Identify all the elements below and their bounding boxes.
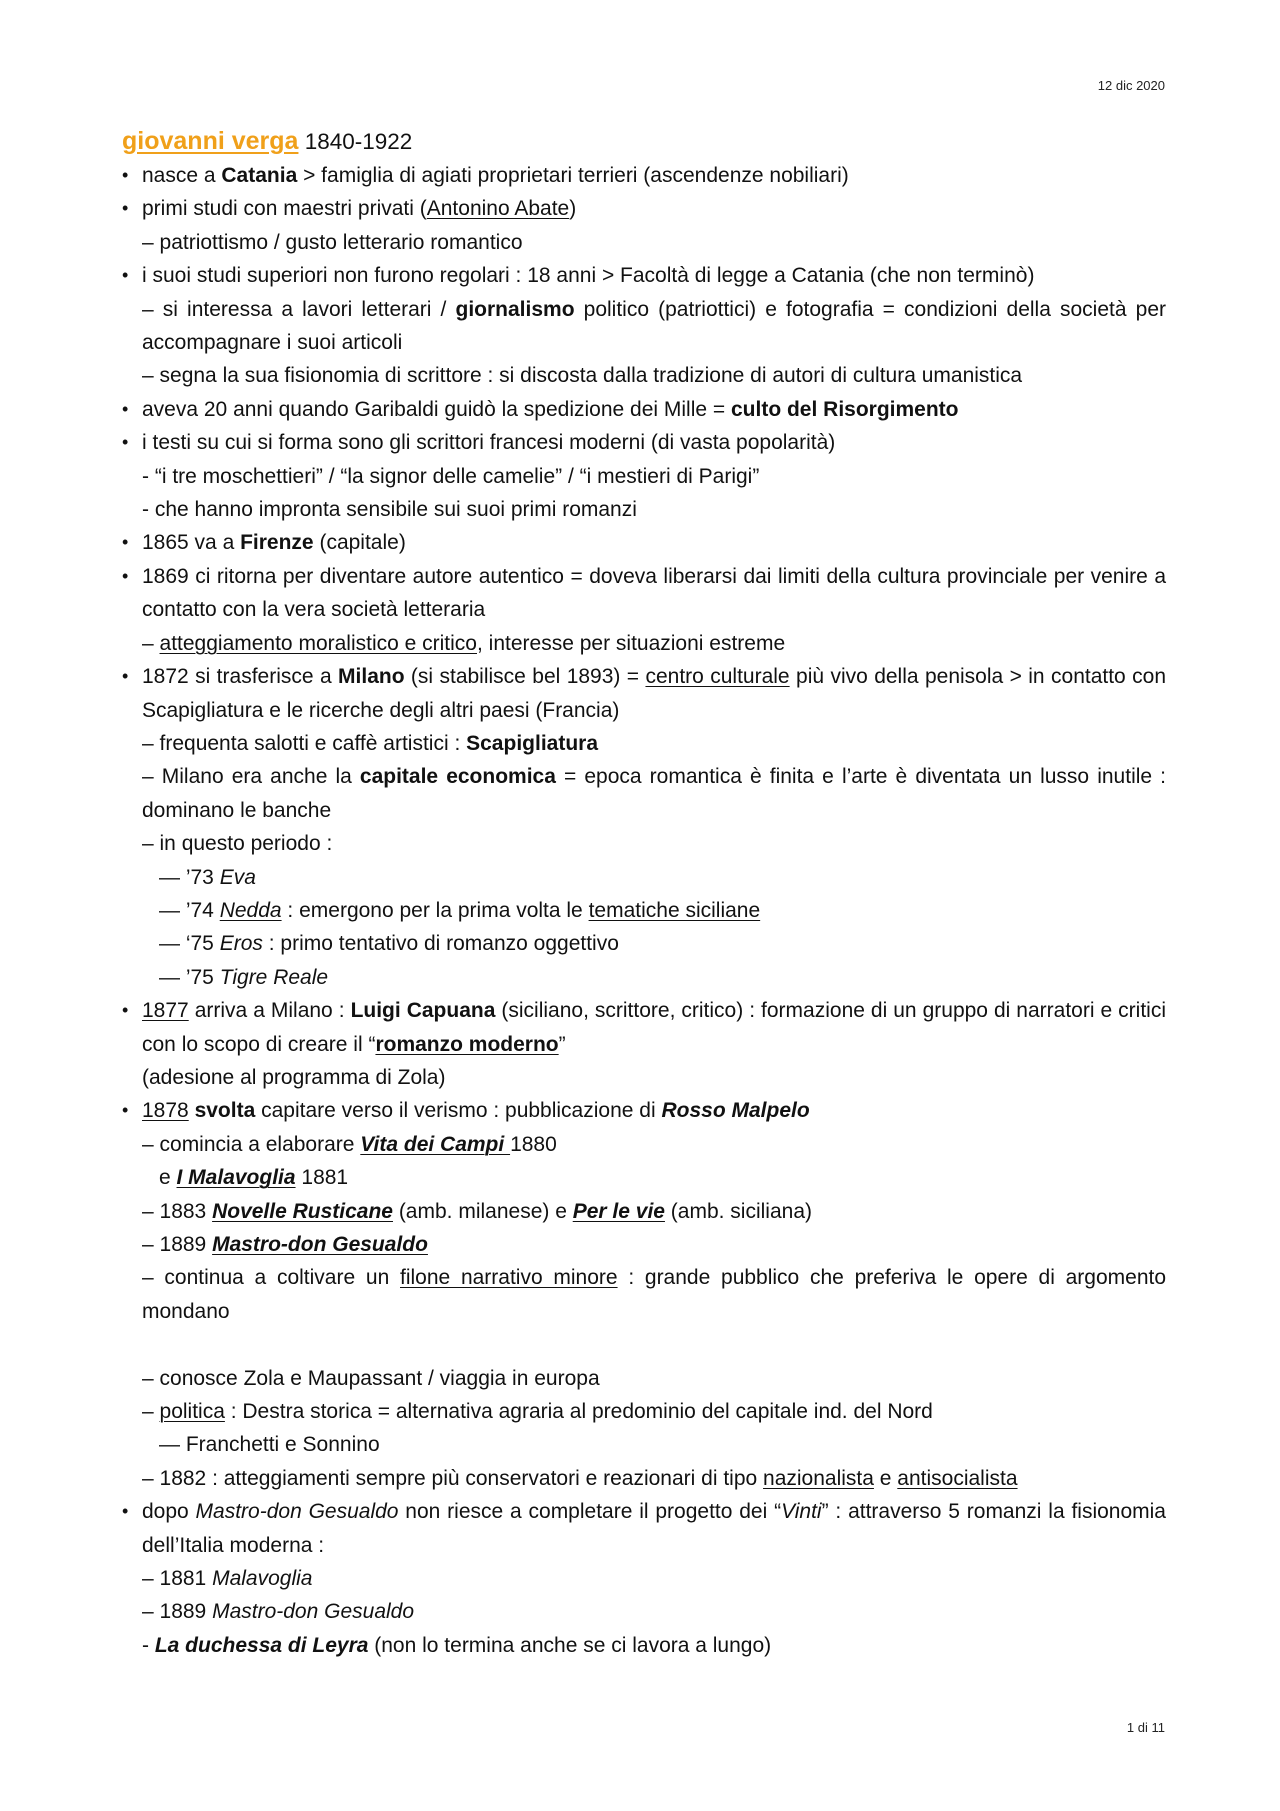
- page-date: 12 dic 2020: [1097, 78, 1165, 93]
- sub-item: – si interessa a lavori letterari / giornalismo politico (patriottici) e fotografia = condizioni della società per accompagnare i suoi articoli: [142, 297, 1166, 355]
- bullet-item: • 1872 si trasferisce a Milano (si stabilisce bel 1893) = centro culturale più vivo della penisola > in contatto con Scapigliatura e le ricerche degli altri paesi (Francia): [122, 660, 1166, 727]
- page-number: 1 di 11: [1126, 1720, 1165, 1735]
- bullet-item: • primi studi con maestri privati (Antonino Abate): [122, 192, 1166, 225]
- sub-item: – 1889 Mastro-don Gesualdo: [142, 1600, 415, 1624]
- sub-item: – atteggiamento moralistico e critico, interesse per situazioni estreme: [142, 631, 786, 655]
- bullet-item: • 1869 ci ritorna per diventare autore autentico = doveva liberarsi dai limiti della cultura provinciale per venire a contatto con la vera società letteraria: [122, 560, 1166, 627]
- sub-item: — ’75 Tigre Reale: [159, 965, 329, 989]
- bullet-item: • 1865 va a Firenze (capitale): [122, 526, 1166, 559]
- bullet-item: • i testi su cui si forma sono gli scrittori francesi moderni (di vasta popolarità): [122, 426, 1166, 459]
- bullet-item: • 1878 svolta capitare verso il verismo : pubblicazione di Rosso Malpelo: [122, 1094, 1166, 1127]
- sub-item: – 1889 Mastro-don Gesualdo: [142, 1233, 428, 1256]
- bullet-item: • i suoi studi superiori non furono regolari : 18 anni > Facoltà di legge a Catania (che non terminò): [122, 259, 1166, 292]
- sub-item: (adesione al programma di Zola): [142, 1065, 446, 1089]
- sub-item: e I Malavoglia 1881: [159, 1166, 349, 1190]
- sub-item: – comincia a elaborare Vita dei Campi 1880: [142, 1132, 557, 1156]
- sub-item: — ‘75 Eros : primo tentativo di romanzo oggettivo: [159, 932, 619, 956]
- bullet-item: • nasce a Catania > famiglia di agiati proprietari terrieri (ascendenze nobiliari): [122, 159, 1166, 192]
- sub-item: – patriottismo / gusto letterario romantico: [142, 230, 523, 254]
- sub-item: – continua a coltivare un filone narrativo minore : grande pubblico che preferiva le opere di argomento mondano: [142, 1266, 1167, 1323]
- sub-item: – 1881 Malavoglia: [142, 1567, 313, 1591]
- page-title: [122, 124, 1166, 159]
- notes-body: [122, 124, 1166, 1662]
- sub-item: - “i tre moschettieri” / “la signor delle camelie” / “i mestieri di Parigi”: [142, 464, 760, 488]
- sub-item: – Milano era anche la capitale economica = epoca romantica è finita e l’arte è diventata un lusso inutile : dominano le banche: [142, 765, 1166, 822]
- blank-line: [122, 1328, 1166, 1361]
- sub-item: – politica : Destra storica = alternativa agraria al predominio del capitale ind. del Nord: [142, 1400, 933, 1424]
- sub-item: — ’73 Eva: [159, 865, 256, 889]
- bullet-item: • aveva 20 anni quando Garibaldi guidò la spedizione dei Mille = culto del Risorgimento: [122, 393, 1166, 426]
- sub-item: — ’74 Nedda : emergono per la prima volta le tematiche siciliane: [159, 898, 761, 922]
- sub-item: – segna la sua fisionomia di scrittore : si discosta dalla tradizione di autori di cultura umanistica: [142, 364, 1023, 388]
- sub-item: — Franchetti e Sonnino: [159, 1433, 380, 1457]
- sub-item: – in questo periodo :: [142, 832, 333, 856]
- bullet-item: • 1877 arriva a Milano : Luigi Capuana (siciliano, scrittore, critico) : formazione di un gruppo di narratori e critici con lo scopo di creare il “romanzo moderno”: [122, 994, 1166, 1061]
- sub-item: - che hanno impronta sensibile sui suoi primi romanzi: [142, 498, 637, 522]
- sub-item: – frequenta salotti e caffè artistici : Scapigliatura: [142, 731, 599, 755]
- title-link[interactable]: giovanni verga: [122, 127, 299, 155]
- bullet-item: • dopo Mastro-don Gesualdo non riesce a completare il progetto dei “Vinti” : attraverso 5 romanzi la fisionomia dell’Italia moderna :: [122, 1495, 1166, 1562]
- sub-item: – 1882 : atteggiamenti sempre più conservatori e reazionari di tipo nazionalista e antisocialista: [142, 1466, 1018, 1490]
- sub-item: - La duchessa di Leyra (non lo termina anche se ci lavora a lungo): [142, 1633, 772, 1657]
- sub-item: – 1883 Novelle Rusticane (amb. milanese) e Per le vie (amb. siciliana): [142, 1199, 812, 1223]
- sub-item: – conosce Zola e Maupassant / viaggia in europa: [142, 1366, 600, 1390]
- title-years: 1840-1922: [298, 129, 413, 154]
